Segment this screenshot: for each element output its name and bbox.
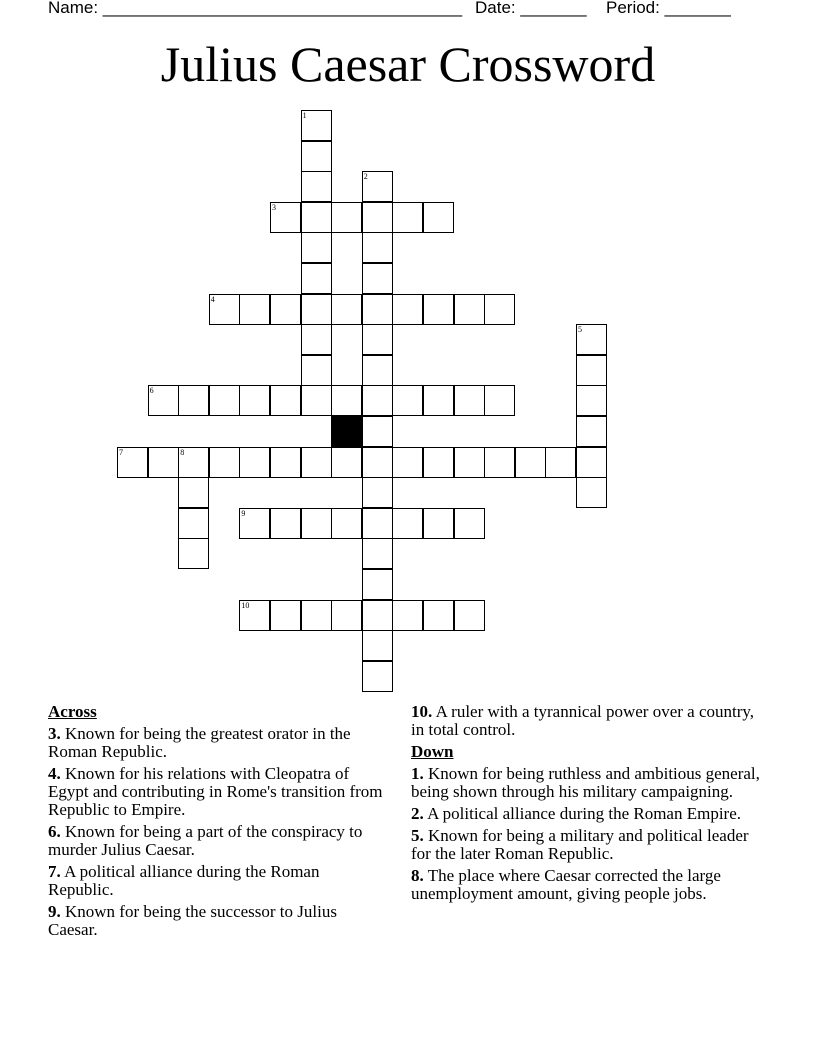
grid-cell[interactable] xyxy=(331,508,362,539)
clue-down-1: 1. Known for being ruthless and ambitious general, being shown through his military campaigning. xyxy=(411,764,760,801)
grid-black-cell xyxy=(331,416,362,447)
clue-number-label: 6 xyxy=(149,386,154,396)
grid-cell[interactable] xyxy=(331,294,362,325)
grid-cell[interactable] xyxy=(576,477,607,508)
grid-cell[interactable] xyxy=(178,385,209,416)
grid-cell[interactable] xyxy=(239,294,270,325)
grid-cell[interactable] xyxy=(454,447,485,478)
clue-number-label: 1 xyxy=(302,111,307,120)
clue-across-6: 6. Known for being a part of the conspiracy to murder Julius Caesar. xyxy=(48,822,363,859)
grid-cell[interactable] xyxy=(270,447,301,478)
clue-number-label: 7 xyxy=(119,447,123,457)
clue-across-10: 10. A ruler with a tyrannical power over a country, in total control. xyxy=(411,702,755,739)
grid-cell[interactable] xyxy=(454,600,485,631)
grid-cell[interactable] xyxy=(301,324,332,355)
grid-cell[interactable] xyxy=(301,263,332,294)
clue-number-label: 4 xyxy=(210,294,215,304)
name-field[interactable]: Name: ______________________________________ xyxy=(48,0,463,17)
grid-cell[interactable] xyxy=(270,385,301,416)
period-field[interactable]: Period: _______ xyxy=(606,0,731,17)
grid-cell[interactable] xyxy=(331,385,362,416)
grid-cell[interactable] xyxy=(454,294,485,325)
grid-cell[interactable] xyxy=(484,294,515,325)
clues-left-column xyxy=(48,703,388,943)
grid-cell[interactable] xyxy=(362,232,393,263)
clue-down-5: 5. Known for being a military and political leader for the later Roman Republic. xyxy=(411,826,749,863)
grid-cell[interactable] xyxy=(576,385,607,416)
grid-cell[interactable] xyxy=(239,385,270,416)
clue-number-label: 9 xyxy=(241,508,246,518)
grid-cell[interactable] xyxy=(301,232,332,263)
clue-across-4: 4. Known for his relations with Cleopatra of Egypt and contributing in Rome's transition from Republic to Empire. xyxy=(48,764,383,819)
grid-cell[interactable] xyxy=(301,202,332,233)
grid-cell[interactable] xyxy=(270,294,301,325)
grid-cell[interactable] xyxy=(362,600,393,631)
grid-cell[interactable] xyxy=(454,385,485,416)
grid-cell[interactable] xyxy=(576,416,607,447)
grid-cell[interactable] xyxy=(392,202,423,233)
clue-across-7: 7. A political alliance during the Roman Republic. xyxy=(48,862,320,899)
grid-cell[interactable] xyxy=(362,447,393,478)
grid-cell[interactable] xyxy=(515,447,546,478)
grid-cell[interactable] xyxy=(362,355,393,386)
grid-cell[interactable] xyxy=(209,447,240,478)
grid-cell[interactable] xyxy=(423,600,454,631)
grid-cell[interactable] xyxy=(178,538,209,569)
grid-cell[interactable] xyxy=(362,477,393,508)
grid-cell[interactable] xyxy=(576,355,607,386)
clue-number-label: 2 xyxy=(363,172,368,182)
clues-right-column xyxy=(411,703,761,907)
grid-cell[interactable] xyxy=(331,202,362,233)
grid-cell[interactable] xyxy=(362,538,393,569)
grid-cell[interactable] xyxy=(454,508,485,539)
grid-cell[interactable] xyxy=(239,447,270,478)
clue-number-label: 3 xyxy=(272,202,276,212)
grid-cell[interactable] xyxy=(423,447,454,478)
grid-cell[interactable] xyxy=(301,141,332,172)
grid-cell[interactable] xyxy=(545,447,576,478)
grid-cell[interactable] xyxy=(270,600,301,631)
grid-cell[interactable] xyxy=(392,508,423,539)
date-field[interactable]: Date: _______ xyxy=(475,0,587,17)
clue-across-3: 3. Known for being the greatest orator in the Roman Republic. xyxy=(48,724,351,761)
grid-cell[interactable] xyxy=(301,600,332,631)
grid-cell[interactable] xyxy=(148,447,179,478)
grid-cell[interactable] xyxy=(362,508,393,539)
clue-number-label: 8 xyxy=(180,447,185,457)
grid-cell[interactable] xyxy=(423,294,454,325)
grid-cell[interactable] xyxy=(423,385,454,416)
grid-cell[interactable] xyxy=(362,263,393,294)
grid-cell[interactable] xyxy=(362,385,393,416)
grid-cell[interactable] xyxy=(392,385,423,416)
clue-number-label: 5 xyxy=(578,325,582,335)
grid-cell[interactable] xyxy=(423,202,454,233)
grid-cell[interactable] xyxy=(362,569,393,600)
clue-down-8: 8. The place where Caesar corrected the large unemployment amount, giving people jobs. xyxy=(411,866,721,903)
grid-cell[interactable] xyxy=(270,508,301,539)
grid-cell[interactable] xyxy=(301,447,332,478)
across-heading: Across xyxy=(48,702,97,721)
grid-cell[interactable] xyxy=(331,447,362,478)
down-heading: Down xyxy=(411,742,454,761)
grid-cell[interactable] xyxy=(484,447,515,478)
grid-cell[interactable] xyxy=(392,294,423,325)
grid-cell[interactable] xyxy=(392,447,423,478)
grid-cell[interactable] xyxy=(178,508,209,539)
grid-cell[interactable] xyxy=(178,477,209,508)
grid-cell[interactable] xyxy=(362,324,393,355)
page-title: Julius Caesar Crossword xyxy=(160,36,656,92)
grid-cell[interactable] xyxy=(301,355,332,386)
grid-cell[interactable] xyxy=(362,661,393,692)
grid-cell[interactable] xyxy=(301,508,332,539)
grid-cell[interactable] xyxy=(576,447,607,478)
grid-cell[interactable] xyxy=(362,416,393,447)
grid-cell[interactable] xyxy=(301,385,332,416)
grid-cell[interactable] xyxy=(362,630,393,661)
grid-cell[interactable] xyxy=(301,171,332,202)
grid-cell[interactable] xyxy=(484,385,515,416)
clue-down-2: 2. A political alliance during the Roman Empire. xyxy=(411,804,742,823)
grid-cell[interactable] xyxy=(362,294,393,325)
grid-cell[interactable] xyxy=(331,600,362,631)
clue-number-label: 10 xyxy=(241,600,250,610)
grid-cell[interactable] xyxy=(301,294,332,325)
grid-cell[interactable] xyxy=(362,202,393,233)
grid-cell[interactable] xyxy=(392,600,423,631)
grid-cell[interactable] xyxy=(209,385,240,416)
clue-across-9: 9. Known for being the successor to Julius Caesar. xyxy=(48,902,337,939)
grid-cell[interactable] xyxy=(423,508,454,539)
